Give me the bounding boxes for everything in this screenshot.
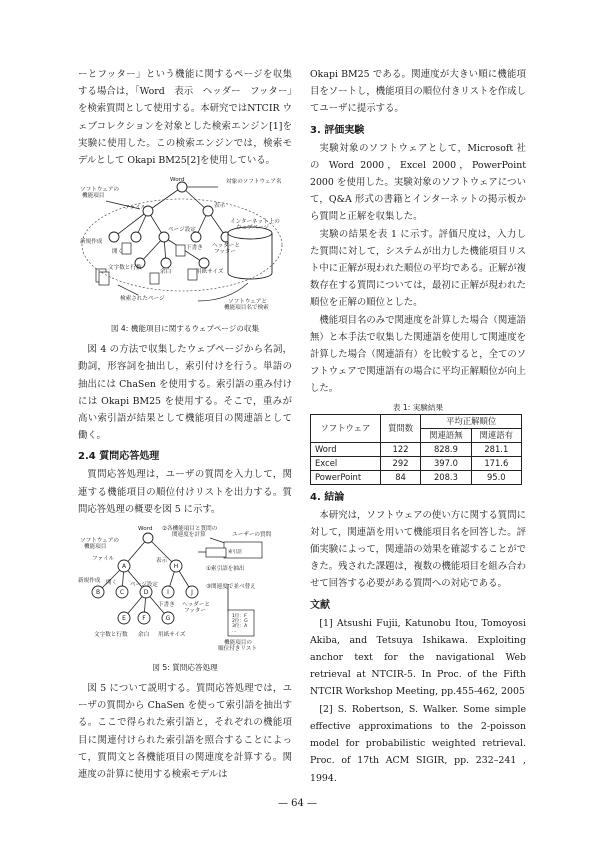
svg-text:J: J [191,589,193,597]
table-1-caption: 表 1: 実験結果 [392,402,444,412]
left-column [78,66,292,783]
left-para-3: 質問応答処理は，ユーザの質問を入力して，関連する機能項目の順位付けリストを出力する。質問応答処理の概要を図 5 に示す。 [78,469,292,515]
fig4-label-paper: 用紙サイズ [196,269,224,276]
results-table [310,414,522,485]
reference-1: [1] Atsushi Fujii, Katunobu Itou, Tomoyosi Akiba, and Tetsuya Ishikawa. Exploiting anchor text for the navigational Web retrieval at NTCIR-5. In Proc. of the Fifth NTCIR Workshop Meeting, pp.455-462, 2005 [310,617,526,698]
svg-text:E: E [122,615,126,623]
svg-text:B: B [95,589,101,597]
svg-text:新規作成: 新規作成 [78,578,101,585]
fig4-label-file: ファイル [124,205,147,212]
cell-count: 84 [380,470,420,484]
right-para-3: 実験の結果を表 1 に示す。評価尺度は，入力した質問に対して，システムが出力した機能項目リスト中に正解が現われた順位の平均である。正解が複数存在する質問については，最初に正解が現われた順位を正解の順位とした。 [310,228,526,309]
cell-with: 95.0 [471,470,521,484]
svg-text:H: H [173,563,179,571]
table-row [311,442,522,456]
fig4-label-draft: 下書き [186,245,203,252]
cell-without: 208.3 [421,470,471,484]
cell-with: 171.6 [471,456,521,470]
svg-text:機能項目の順位付きリスト: 機能項目の順位付きリスト [218,640,258,653]
cell-count: 292 [380,456,420,470]
svg-text:F: F [142,615,146,623]
th-with: 関連語有 [471,428,521,442]
svg-text:I: I [167,589,169,597]
section-2-4-heading: 2.4 質問応答処理 [78,451,160,463]
table-row [311,470,522,484]
th-count: 質問数 [380,414,420,442]
svg-text:用紙サイズ: 用紙サイズ [158,632,186,639]
svg-text:文字数と行数: 文字数と行数 [94,632,128,639]
cell-count: 122 [380,442,420,456]
svg-text:開く: 開く [106,580,118,587]
svg-text:ユーザーの質問: ユーザーの質問 [232,532,272,539]
svg-text:③関連度で並べ替え: ③関連度で並べ替え [206,584,256,591]
fig4-label-char-lines: 文字数と行数 [108,265,142,272]
right-column [310,66,526,787]
fig4-label-display: 表示 [214,203,226,210]
figure-4 [78,173,292,335]
table-row [311,456,522,470]
fig4-label-new: 新規作成 [80,239,103,246]
references-heading: 文献 [310,599,330,611]
figure-5 [78,522,292,674]
fig4-label-word: Word [170,177,185,184]
left-para-2: 図 4 の方法で収集したウェブページから名詞，動詞，形容詞を抽出し，索引付けを行う。単語の抽出には ChaSen を使用する。索引語の重み付けには Okapi BM25 を使用する。そこで，重みが高い索引語が結果として機能項目の関連語として働く。 [78,344,292,442]
svg-text:C: C [119,589,125,597]
th-software: ソフトウェア [311,414,381,442]
right-para-1: Okapi BM25 である。関連度が大きい順に機能項目をソートし，機能項目の順位付きリストを作成してユーザに提示する。 [310,69,526,115]
reference-2: [2] S. Robertson, S. Walker. Some simple effective approximations to the 2-poisson model for probabilistic weighted retrieval. Proc. of 17th ACM SIGIR, pp. 232–241 , 1994. [310,703,526,784]
svg-text:ソフトウェアの機能項目: ソフトウェアの機能項目 [80,538,119,551]
cell-without: 397.0 [421,456,471,470]
fig4-label-open: 開く [112,249,124,256]
svg-text:D: D [143,589,149,597]
fig4-label-searched: 検索されたページ [120,296,165,303]
fig4-label-soft-func: ソフトウェアの機能項目 [80,187,119,200]
right-para-5: 本研究は，ソフトウェアの使い方に関する質問に対して，関連語を用いて機能項目名を回答した。評価実験によって，関連語の効果を確認することができた。残された課題は，複数の機能項目を組み合わせて回答する必要がある質問への対応である。 [310,509,526,590]
fig4-label-query: ソフトウェアと機能項目名で検索 [224,299,269,312]
svg-text:Word: Word [138,526,153,533]
left-para-4: 図 5 について説明する。質問応答処理では，ユーザの質問から ChaSen を使って索引語を抽出する。ここで得られた索引語と，それぞれの機能項目に関連付けられた索引語を照合することによって，質問文と各機能項目の関連度を計算する。関連度の計算に使用する検索モデルは [78,683,292,781]
fig4-label-web: インターネット上のウェブページ [230,219,280,232]
svg-text:A: A [121,563,127,571]
svg-text:表示: 表示 [156,558,168,565]
section-3-heading: 3. 評価実験 [310,124,365,136]
page-number: — 64 — [277,798,318,809]
right-para-2: 実験対象のソフトウェアとして，Microsoft 社の Word 2000，Excel 2000，PowerPoint 2000 を使用した。実験対象のソフトウェアについて，Q&A 形式の書籍とインターネットの掲示板から質問と正解を収集した。 [310,142,526,223]
fig4-label-target: 対象のソフトウェア名 [226,179,282,186]
svg-text:ページ設定: ページ設定 [130,582,158,589]
left-para-1: ーとフッター」という機能に関するページを収集する場合は，「Word 表示 ヘッダー フッター」を検索質問として使用する。本研究ではNTCIR ウェブコレクションを対象とした検索エンジン[1]を実験に使用した。この検索エンジンでは，検索モデルとして Okapi BM25[2]を使用している。 [78,69,292,167]
svg-text:①索引語を抽出: ①索引語を抽出 [206,566,245,573]
th-without: 関連語無 [421,428,471,442]
svg-text:下書き: 下書き [158,602,175,609]
fig4-label-margin: 余白 [160,269,172,276]
figure-5-diagram [78,522,292,662]
section-4-heading: 4. 結論 [310,491,345,503]
svg-text:②各機能項目と質問の関連度を計算: ②各機能項目と質問の関連度を計算 [162,526,218,539]
cell-without: 828.9 [421,442,471,456]
cell-name: Excel [311,456,381,470]
th-avg-rank: 平均正解順位 [421,414,522,428]
svg-text:余白: 余白 [138,632,150,639]
cell-name: Word [311,442,381,456]
right-para-4: 機能項目名のみで関連度を計算した場合（関連語無）と本手法で収集した関連語を使用して関連度を計算した場合（関連語有）を比較すると，全てのソフトウェアで関連語有の場合に平均正解順位が向上した。 [310,314,526,395]
fig4-label-header-footer: ヘッダーとフッター [212,243,240,256]
svg-text:索引語: 索引語 [228,550,242,556]
cell-name: PowerPoint [311,470,381,484]
svg-text:ファイル: ファイル [92,556,115,563]
svg-text:G: G [165,615,171,623]
svg-text:1位：F2位：G3位：A...: 1位：F 2位：G 3位：A ... [232,614,248,635]
figure-5-caption: 図 5: 質問応答処理 [152,663,218,673]
figure-4-diagram [78,173,292,323]
figure-4-caption: 図 4: 機能項目に関するウェブページの収集 [110,324,260,334]
cell-with: 281.1 [471,442,521,456]
svg-text:ヘッダーとフッター: ヘッダーとフッター [182,602,210,615]
fig4-label-page-setup: ページ設定 [168,227,196,234]
